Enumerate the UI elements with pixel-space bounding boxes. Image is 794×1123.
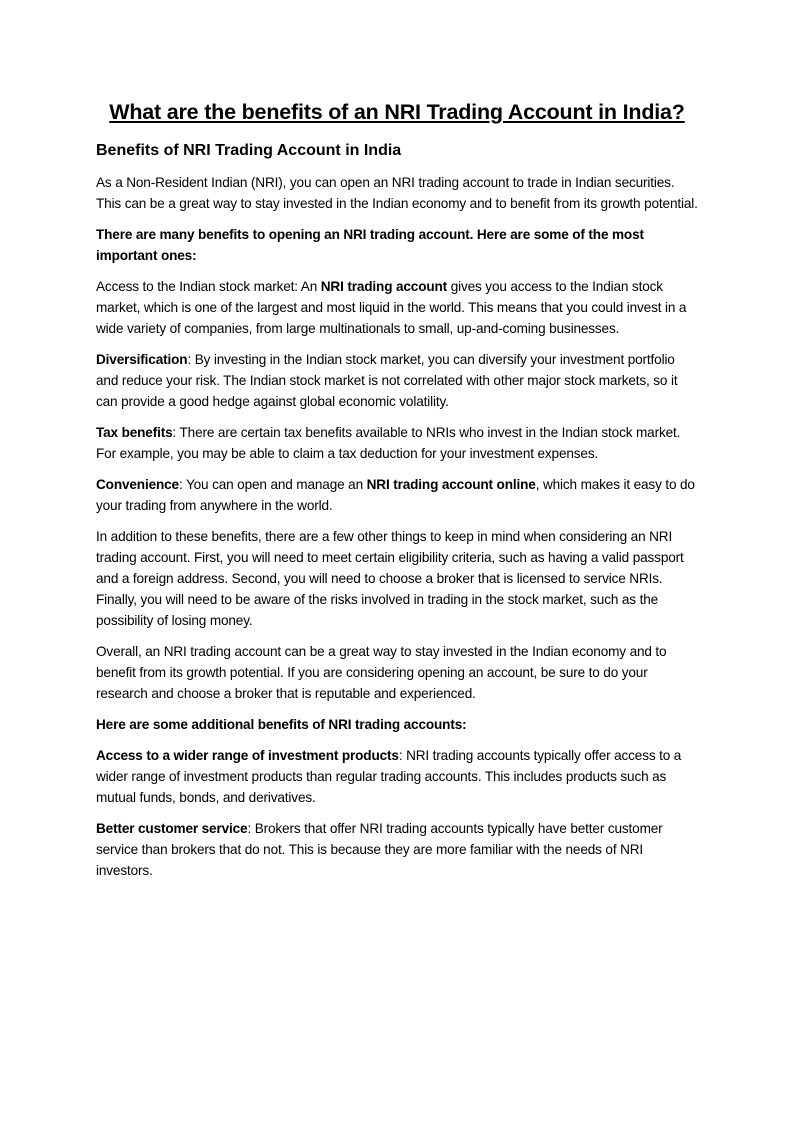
access-paragraph	[96, 276, 698, 339]
addition-paragraph: In addition to these benefits, there are a few other things to keep in mind when considering an NRI trading account. First, you will need to meet certain eligibility criteria, such as having a valid passport and a foreign address. Second, you will need to choose a broker that is licensed to service NRIs. Finally, you will need to be aware of the risks involved in trading in the stock market, such as the possibility of losing money.	[96, 529, 684, 628]
document-body	[96, 98, 698, 891]
convenience-text-after: , which makes it easy to do your trading from anywhere in the world.	[96, 477, 695, 513]
access-bold-term: NRI trading account	[320, 279, 448, 294]
tax-benefits-label: Tax benefits	[96, 425, 173, 440]
document-title: What are the benefits of an NRI Trading Account in India?	[109, 100, 685, 124]
customer-service-text: : Brokers that offer NRI trading accounts typically have better customer service than brokers that do not. This is because they are more familiar with the needs of NRI investors.	[96, 821, 663, 878]
wider-range-label: Access to a wider range of investment products	[96, 748, 399, 763]
customer-service-paragraph	[96, 818, 698, 881]
convenience-bold-term: NRI trading account online	[366, 477, 536, 492]
diversification-text: : By investing in the Indian stock market, you can diversify your investment portfolio and reduce your risk. The Indian stock market is not correlated with other major stock markets, so it can provide a good hedge against global economic volatility.	[96, 352, 678, 409]
wider-range-paragraph	[96, 745, 698, 808]
overall-paragraph: Overall, an NRI trading account can be a great way to stay invested in the Indian economy and to benefit from its growth potential. If you are considering opening an account, be sure to do your research and choose a broker that is reputable and experienced.	[96, 644, 667, 701]
intro-paragraph: As a Non-Resident Indian (NRI), you can open an NRI trading account to trade in Indian securities. This can be a great way to stay invested in the Indian economy and to benefit from its growth potential.	[96, 175, 698, 211]
convenience-paragraph	[96, 474, 698, 516]
convenience-label: Convenience	[96, 477, 179, 492]
convenience-text-before: : You can open and manage an	[178, 477, 367, 492]
access-text-before: Access to the Indian stock market: An	[96, 279, 321, 294]
section-heading: Benefits of NRI Trading Account in India	[96, 142, 402, 159]
customer-service-label: Better customer service	[96, 821, 248, 836]
tax-benefits-paragraph	[96, 422, 698, 464]
diversification-label: Diversification	[96, 352, 188, 367]
additional-lead-paragraph: Here are some additional benefits of NRI trading accounts:	[96, 717, 467, 732]
wider-range-text: : NRI trading accounts typically offer access to a wider range of investment products than regular trading accounts. This includes products such as mutual funds, bonds, and derivatives.	[96, 748, 682, 805]
diversification-paragraph	[96, 349, 698, 412]
tax-benefits-text: : There are certain tax benefits available to NRIs who invest in the Indian stock market. For example, you may be able to claim a tax deduction for your investment expenses.	[96, 425, 681, 461]
access-text-after: gives you access to the Indian stock market, which is one of the largest and most liquid in the world. This means that you could invest in a wide variety of companies, from large multinationals to small, up-and-coming businesses.	[96, 279, 687, 336]
benefits-lead-paragraph: There are many benefits to opening an NRI trading account. Here are some of the most important ones:	[96, 227, 644, 263]
